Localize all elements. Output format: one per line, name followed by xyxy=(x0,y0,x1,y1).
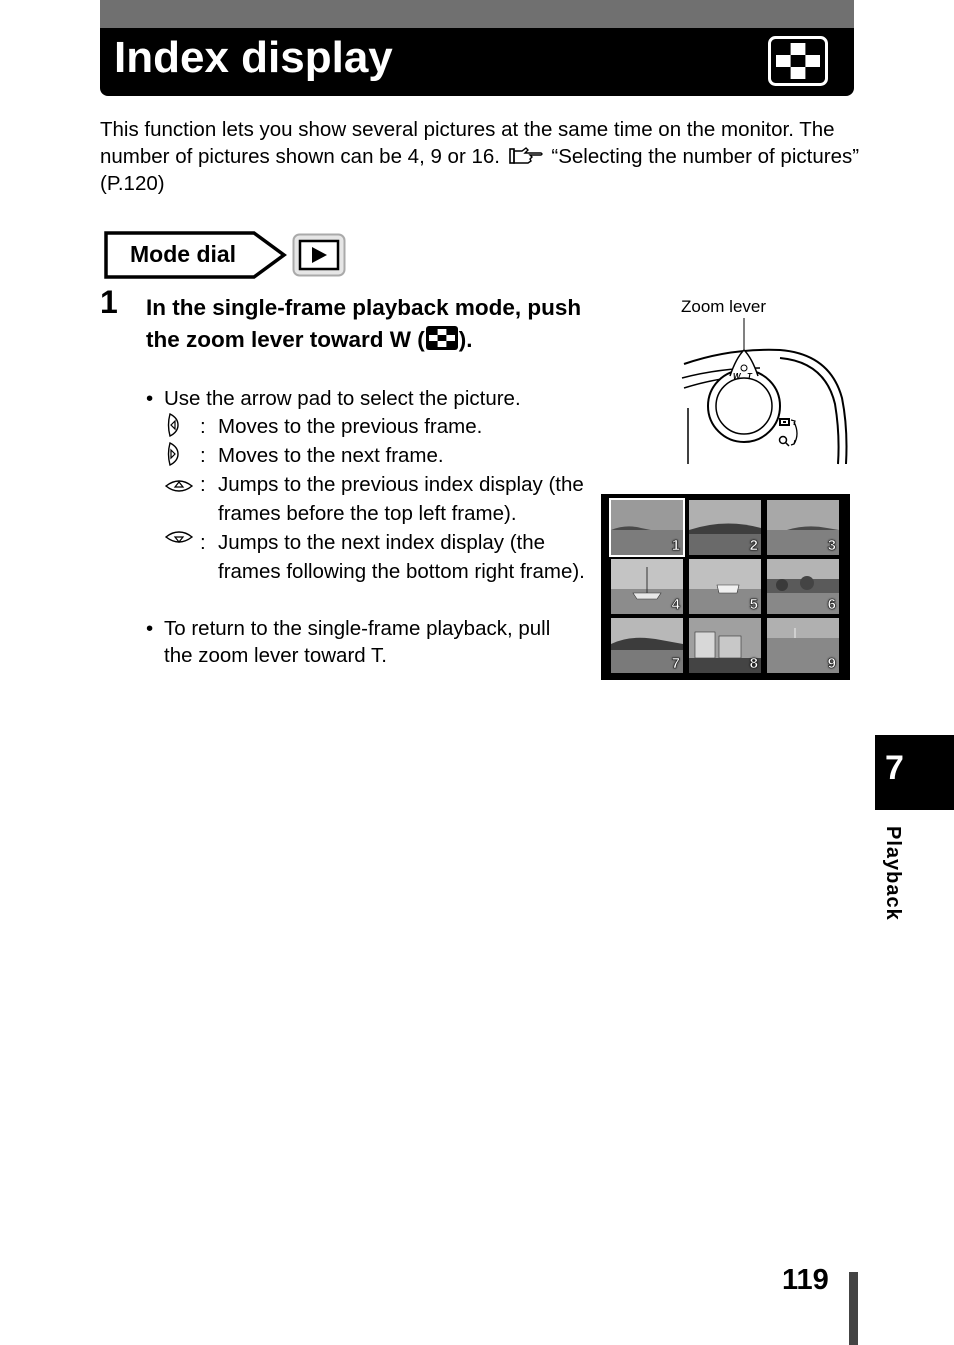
header-bar xyxy=(100,0,854,96)
intro-text: This function lets you show several pictures at the same time on the monitor. The number of pictures shown can be 4, 9 or 16. xyxy=(100,118,835,168)
playback-mode-icon xyxy=(292,233,346,277)
bullet-text: Use the arrow pad to select the picture. xyxy=(164,387,521,410)
thumbnail-number: 4 xyxy=(671,596,680,613)
zoom-lever-label: Zoom lever xyxy=(681,297,767,316)
thumbnail[interactable] xyxy=(611,559,683,614)
thumbnail[interactable] xyxy=(611,500,683,555)
thumbnail[interactable] xyxy=(689,559,761,614)
step-title-text: In the single-frame playback mode, push the zoom lever toward W ( xyxy=(146,295,582,352)
intro-reference-text: “Selecting the number of pictures” (P.120) xyxy=(100,145,860,195)
reference-hand-icon xyxy=(508,146,544,166)
key-description: Jumps to the next index display (the frames following the bottom right frame). xyxy=(218,531,585,583)
zoom-w-label: W xyxy=(733,372,741,381)
thumbnail[interactable] xyxy=(767,618,839,673)
step-number: 1 xyxy=(100,284,118,320)
key-colon: : xyxy=(200,444,206,467)
chapter-label: Playback xyxy=(882,826,904,921)
header-top-strip xyxy=(100,0,854,28)
page-number: 119 xyxy=(782,1264,829,1296)
arrow-right-icon xyxy=(164,441,184,467)
intro-paragraph xyxy=(100,116,860,197)
thumbnail-number: 1 xyxy=(671,537,680,554)
index-display-icon xyxy=(768,36,828,86)
thumbnail-number: 5 xyxy=(749,596,758,613)
arrow-down-icon xyxy=(164,531,194,551)
thumbnail-number: 6 xyxy=(827,596,836,613)
key-description: Jumps to the previous index display (the frames before the top left frame). xyxy=(218,473,584,525)
step-title xyxy=(146,292,616,356)
thumbnail-number: 3 xyxy=(827,537,836,554)
thumbnail-number: 2 xyxy=(749,537,758,554)
index-display-grid xyxy=(601,494,850,680)
page-number-bar xyxy=(849,1272,858,1345)
chapter-tab xyxy=(875,735,954,810)
bullet-dot: • xyxy=(146,617,154,640)
header-main xyxy=(100,28,854,96)
thumbnail[interactable] xyxy=(767,559,839,614)
index-display-icon xyxy=(779,418,790,426)
zoom-lever-illustration xyxy=(680,318,850,466)
key-colon: : xyxy=(200,473,206,496)
index-display-icon xyxy=(425,325,459,351)
thumbnail[interactable] xyxy=(611,618,683,673)
arrow-left-icon xyxy=(164,412,184,438)
key-colon: : xyxy=(200,531,206,554)
thumbnail-number: 7 xyxy=(671,655,680,672)
page-title: Index display xyxy=(114,33,393,82)
thumbnail[interactable] xyxy=(689,500,761,555)
mode-dial-label: Mode dial xyxy=(130,241,237,267)
step-title-end: ). xyxy=(458,327,473,352)
thumbnail-number: 8 xyxy=(749,655,758,672)
arrow-up-icon xyxy=(164,474,194,494)
bullet-dot: • xyxy=(146,387,154,410)
bullet-text: To return to the single-frame playback, pull the zoom lever toward T. xyxy=(164,617,551,667)
thumbnail[interactable] xyxy=(689,618,761,673)
chapter-number: 7 xyxy=(885,749,904,787)
zoom-t-label: T xyxy=(747,372,752,381)
thumbnail[interactable] xyxy=(767,500,839,555)
thumbnail-number: 9 xyxy=(827,655,836,672)
key-description: Moves to the previous frame. xyxy=(218,415,483,438)
key-colon: : xyxy=(200,415,206,438)
key-description: Moves to the next frame. xyxy=(218,444,444,467)
magnify-icon xyxy=(780,437,790,447)
mode-dial-tab xyxy=(104,231,294,286)
